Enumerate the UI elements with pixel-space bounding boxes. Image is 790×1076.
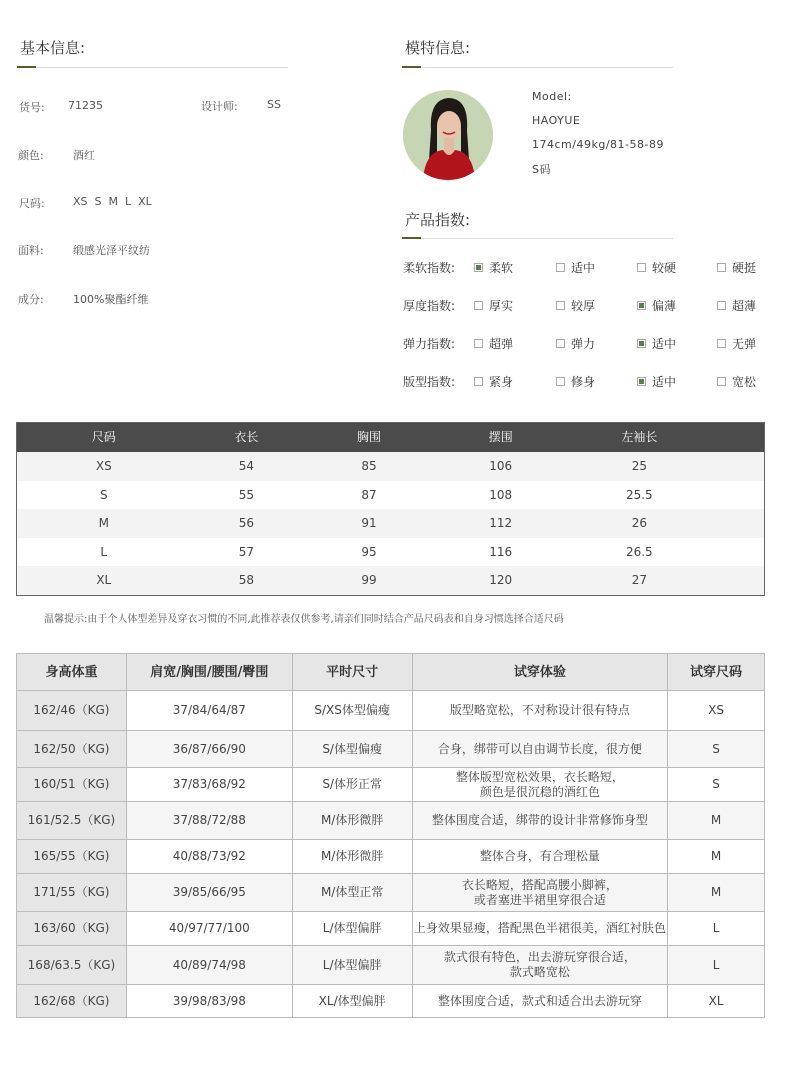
try-on-row [17,946,765,985]
try-on-cell: 162/68（KG) [17,985,127,1018]
index-option-label: 较硬 [652,261,677,275]
size-row [17,566,764,595]
header-length: 衣长 [234,430,259,444]
try-on-cell: S/体形正常 [292,768,412,802]
size-cell: XL [96,573,112,588]
unchecked-box-icon [474,339,483,348]
size-cell: 58 [238,573,255,588]
size-cell: S [99,487,108,502]
header-try-experience: 试穿体验 [412,654,668,691]
try-on-cell: 版型略宽松，不对称设计很有特点 [412,691,668,731]
header-body-measurements: 肩宽/胸围/腰围/臀围 [126,654,292,691]
size-cell: 85 [361,459,377,473]
try-on-row [17,802,765,840]
unchecked-box-icon [474,301,483,310]
size-cell: XS [95,459,112,473]
header-height-weight: 身高体重 [17,654,127,691]
size-cell: 108 [489,487,513,502]
index-option-label: 宽松 [732,375,757,389]
try-on-cell: 39/85/66/95 [126,874,292,912]
try-on-cell: L [668,946,765,985]
try-on-cell: 161/52.5（KG) [17,802,127,840]
try-on-cell: S [668,731,765,768]
try-on-cell: 168/63.5（KG) [17,946,127,985]
try-on-cell: 36/87/66/90 [126,731,292,768]
index-row-label: 弹力指数: [403,337,456,351]
index-row-label: 厚度指数: [403,299,456,313]
try-on-cell: 165/55（KG) [17,840,127,874]
sku-value: 71235 [68,99,103,112]
try-on-cell: M [668,802,765,840]
try-on-header-row [17,654,765,691]
color-label: 颜色: [18,149,44,162]
try-on-cell: 整体版型宽松效果，衣长略短， 颜色是很沉稳的酒红色 [412,768,668,802]
size-cell: 26.5 [625,544,653,559]
index-option [717,259,756,276]
checked-box-icon [637,377,646,386]
sku-label: 货号: [19,101,45,114]
size-cell: 99 [361,573,377,588]
try-on-cell: 39/98/83/98 [126,985,292,1018]
unchecked-box-icon [556,301,565,310]
size-cell: 54 [238,459,255,473]
model-info-title: 模特信息: [405,39,471,57]
try-on-row [17,691,765,731]
try-on-cell: 163/60（KG) [17,912,127,946]
index-option-label: 适中 [571,261,596,275]
size-cell: 26 [631,516,647,531]
size-label: 尺码: [19,197,45,210]
index-row-label: 版型指数: [403,375,456,389]
header-usual-size: 平时尺寸 [292,654,412,691]
unchecked-box-icon [717,377,726,386]
try-on-cell: 40/89/74/98 [126,946,292,985]
try-on-row [17,731,765,768]
index-option [556,373,595,390]
designer-label: 设计师: [201,100,238,113]
index-option-label: 修身 [571,375,596,389]
designer-value: SS [267,98,281,111]
try-on-cell: 整体围度合适，绑带的设计非常修饰身型 [412,802,668,840]
size-cell: 112 [489,516,513,531]
try-on-cell: M/体形微胖 [292,840,412,874]
size-row [17,481,764,510]
size-cell: 55 [238,487,255,502]
unchecked-box-icon [717,339,726,348]
index-option-label: 弹力 [571,337,596,351]
size-cell: 120 [489,573,513,588]
header-bust: 胸围 [357,430,382,444]
size-row [17,509,764,538]
index-option [637,335,676,352]
unchecked-box-icon [556,339,565,348]
try-on-cell: 37/83/68/92 [126,768,292,802]
try-on-cell: XL [668,985,765,1018]
size-cell: 95 [361,544,377,559]
checked-box-icon [474,263,483,272]
try-on-cell: 171/55（KG) [17,874,127,912]
index-row-label: 柔软指数: [403,261,456,275]
try-on-row [17,985,765,1018]
size-value: XS S M L XL [73,195,152,208]
size-table-body [17,452,764,595]
unchecked-box-icon [717,301,726,310]
index-option-label: 紧身 [489,375,514,389]
index-option [717,373,756,390]
size-cell: 91 [361,516,377,531]
index-option-label: 偏薄 [652,299,677,313]
index-option [556,335,595,352]
size-cell: 25 [631,459,647,473]
composition-value: 100%聚酯纤维 [73,293,149,306]
try-on-cell: 162/50（KG) [17,731,127,768]
index-option [474,373,513,390]
unchecked-box-icon [556,377,565,386]
try-on-cell: L/体型偏胖 [292,912,412,946]
checked-box-icon [637,339,646,348]
header-sleeve: 左袖长 [621,430,658,444]
try-on-cell: M [668,874,765,912]
index-option-label: 厚实 [489,299,514,313]
unchecked-box-icon [474,377,483,386]
size-cell: L [100,544,108,559]
try-on-cell: 37/84/64/87 [126,691,292,731]
model-measurements: 174cm/49kg/81-58-89 [532,138,664,151]
try-on-table [16,653,765,1018]
size-cell: M [98,516,109,531]
size-table-header [17,423,764,452]
index-option [717,335,756,352]
try-on-cell: S/XS体型偏瘦 [292,691,412,731]
try-on-row [17,768,765,802]
product-index-title: 产品指数: [405,211,471,229]
model-label: Model: [532,90,572,103]
try-on-cell: XS [668,691,765,731]
size-row [17,538,764,567]
try-on-cell: XL/体型偏胖 [292,985,412,1018]
index-option [637,373,676,390]
index-option-label: 适中 [652,375,677,389]
index-option-label: 柔软 [489,261,514,275]
size-row [17,452,764,481]
unchecked-box-icon [637,263,646,272]
fabric-value: 缎感光泽平纹纺 [73,244,150,257]
unchecked-box-icon [556,263,565,272]
index-option-label: 超薄 [732,299,757,313]
header-try-size: 试穿尺码 [668,654,765,691]
size-cell: 116 [489,544,513,559]
fabric-label: 面料: [18,244,44,257]
index-option-label: 硬挺 [732,261,757,275]
try-on-cell: 162/46（KG) [17,691,127,731]
index-option [556,259,595,276]
try-on-cell: L [668,912,765,946]
try-on-cell: 40/97/77/100 [126,912,292,946]
index-option [474,259,513,276]
index-option-label: 超弹 [489,337,514,351]
try-on-cell: 整体围度合适，款式和适合出去游玩穿 [412,985,668,1018]
index-option [637,297,676,314]
try-on-cell: 衣长略短，搭配高腰小脚裤， 或者塞进半裙里穿很合适 [412,874,668,912]
index-option-label: 较厚 [571,299,596,313]
index-option-label: 无弹 [732,337,757,351]
try-on-cell: L/体型偏胖 [292,946,412,985]
try-on-cell: M/体型正常 [292,874,412,912]
try-on-cell: 合身，绑带可以自由调节长度，很方便 [412,731,668,768]
header-size: 尺码 [91,430,116,444]
try-on-cell: M/体形微胖 [292,802,412,840]
index-option [717,297,756,314]
try-on-row [17,840,765,874]
size-cell: 87 [361,487,377,502]
size-cell: 56 [238,516,255,531]
try-on-cell: 上身效果显瘦，搭配黑色半裙很美，酒红衬肤色 [412,912,668,946]
size-table [16,422,765,596]
size-cell: 57 [238,544,255,559]
index-option [556,297,595,314]
size-cell: 25.5 [625,487,653,502]
try-on-cell: 款式很有特色，出去游玩穿很合适， 款式略宽松 [412,946,668,985]
index-option-label: 适中 [652,337,677,351]
index-option [637,259,676,276]
size-cell: 106 [489,459,513,473]
try-on-cell: S [668,768,765,802]
composition-label: 成分: [18,293,44,306]
try-on-row [17,912,765,946]
index-option [474,335,513,352]
model-name: HAOYUE [532,114,581,127]
size-cell: 27 [631,573,647,588]
try-on-cell: 37/88/72/88 [126,802,292,840]
model-info-divider [402,67,673,68]
checked-box-icon [637,301,646,310]
try-on-cell: 40/88/73/92 [126,840,292,874]
header-hem: 摆围 [488,430,513,444]
try-on-cell: 160/51（KG) [17,768,127,802]
try-on-row [17,874,765,912]
model-photo [403,90,493,180]
size-tip: 温馨提示:由于个人体型差异及穿衣习惯的不同,此推荐表仅供参考,请亲们同时结合产品尺码表和自身习惯选择合适尺码 [44,614,564,625]
try-on-cell: S/体型偏瘦 [292,731,412,768]
try-on-cell: M [668,840,765,874]
model-size: S码 [532,163,551,176]
color-value: 酒红 [73,149,95,162]
index-option [474,297,513,314]
product-index-divider [402,238,673,239]
basic-info-divider [17,67,288,68]
unchecked-box-icon [717,263,726,272]
basic-info-title: 基本信息: [20,39,86,57]
try-on-cell: 整体合身，有合理松量 [412,840,668,874]
